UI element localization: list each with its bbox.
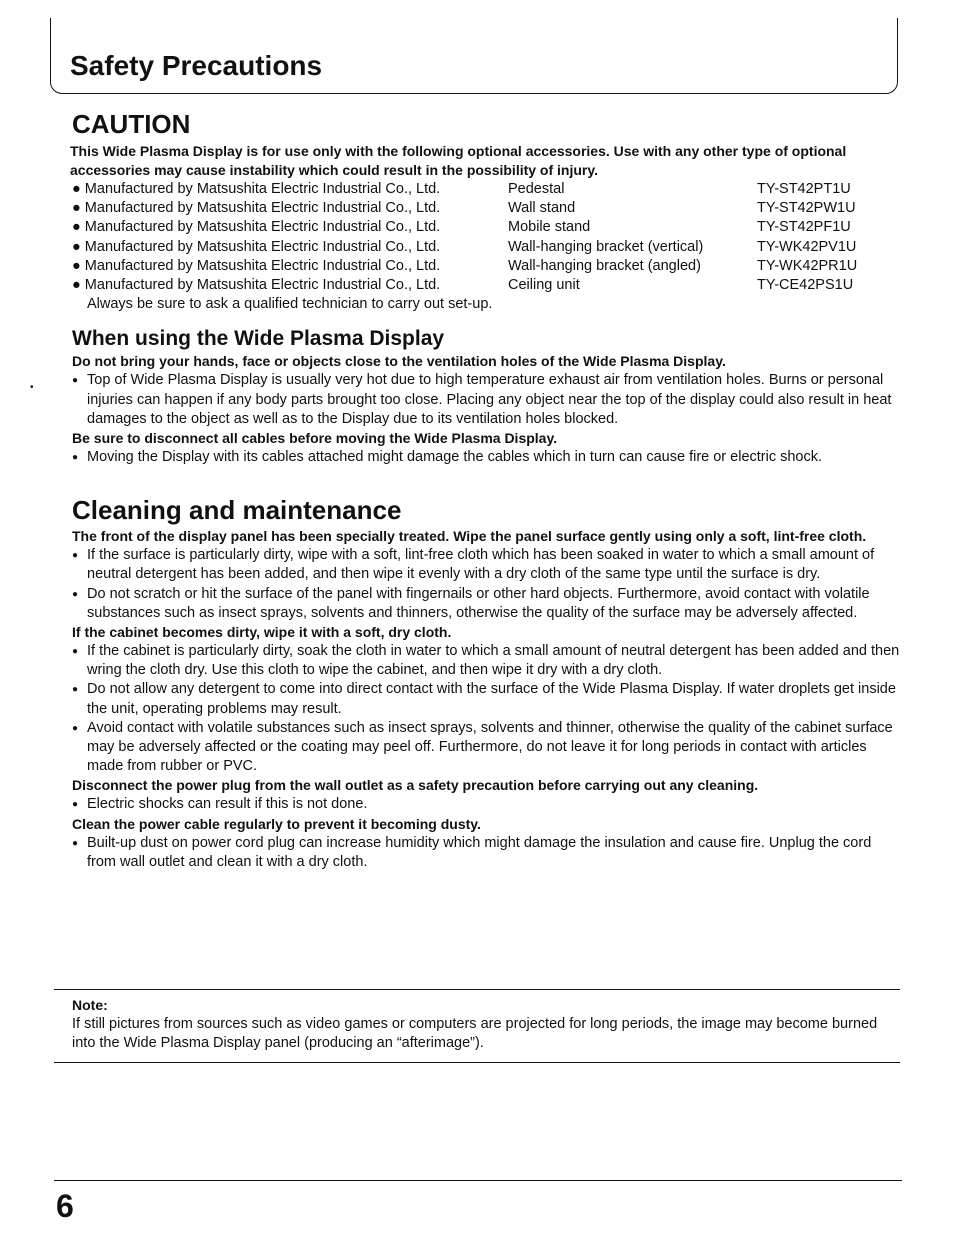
bullet-icon: ●: [72, 837, 79, 849]
note-text: If still pictures from sources such as video games or computers are projected for long periods, the image may become burned into the Wide Plasma Display panel (producing an “afterimage”).: [72, 1016, 878, 1052]
accessory-row: [72, 180, 857, 199]
accessory-row: [72, 218, 857, 237]
bullet-icon: ●: [72, 219, 81, 236]
bullet-icon: ●: [72, 588, 79, 600]
list-item: [72, 680, 902, 718]
bullet-icon: ●: [72, 684, 79, 696]
bullet-icon: ●: [72, 722, 79, 734]
note-box: [54, 989, 900, 1063]
accessory-row: [72, 276, 857, 295]
bullet-icon: ●: [72, 200, 81, 217]
note-title: Note:: [72, 997, 108, 1013]
margin-mark: •: [30, 382, 34, 393]
bullet-icon: ●: [72, 238, 81, 255]
setup-note: Always be sure to ask a qualified technician to carry out set-up.: [87, 296, 493, 313]
footer-rule: [54, 1180, 902, 1181]
using-warning-cables: Be sure to disconnect all cables before moving the Wide Plasma Display.: [72, 430, 558, 447]
list-item-text: If the surface is particularly dirty, wipe with a soft, lint-free cloth which has been soaked in water to which a small amount of neutral detergent has been added, and then wipe it evenly with a dry cloth of the same type until the surface is dry.: [87, 547, 875, 583]
bullet-icon: ●: [72, 277, 81, 294]
caution-intro: This Wide Plasma Display is for use only with the following optional accessories. Use with any other type of optional accessories may cause instability which could result in the possibility of injury.: [70, 143, 847, 178]
main-content: [72, 108, 902, 872]
list-item: [72, 546, 902, 584]
list-item: [72, 719, 902, 777]
list-item-text: Top of Wide Plasma Display is usually very hot due to high temperature exhaust air from ventilation holes. Burns or personal injuries can happen if any body parts brought too close. Placing any object near the top of the display could also result in heat damages to the object as well as to the Display due to its ventilation holes blocked.: [87, 372, 892, 427]
accessory-maker: Manufactured by Matsushita Electric Industrial Co., Ltd.: [84, 257, 441, 274]
list-item: [72, 585, 902, 623]
list-item-text: If the cabinet is particularly dirty, soak the cloth in water to which a small amount of neutral detergent has been added and then wring the cloth dry. Use this cloth to wipe the cabinet, and then wipe it dry with a dry cloth.: [87, 643, 900, 679]
accessory-item: Mobile stand: [508, 219, 591, 236]
panel-warning: The front of the display panel has been specially treated. Wipe the panel surface gently using only a soft, lint-free cloth.: [72, 528, 867, 545]
accessory-model: TY-WK42PV1U: [757, 238, 857, 255]
list-item: [72, 834, 902, 872]
accessory-table: [72, 180, 857, 295]
accessory-maker: Manufactured by Matsushita Electric Industrial Co., Ltd.: [84, 219, 441, 236]
bullet-icon: ●: [72, 550, 79, 562]
page-number: 6: [56, 1188, 74, 1224]
bullet-icon: ●: [72, 799, 79, 811]
list-item-text: Built-up dust on power cord plug can increase humidity which might damage the insulation and cause fire. Unplug the cord from wall outlet and clean it with a dry cloth.: [87, 834, 872, 870]
page-title: Safety Precautions: [70, 50, 323, 81]
accessory-maker: Manufactured by Matsushita Electric Industrial Co., Ltd.: [84, 277, 441, 294]
list-item: [72, 371, 902, 429]
accessory-item: Ceiling unit: [508, 277, 580, 294]
list-item-text: Do not scratch or hit the surface of the panel with fingernails or other hard objects. Furthermore, avoid contact with volatile substances such as insect sprays, solvents and thinners, otherwise the quality of the surface may be adversely affected.: [87, 585, 870, 621]
using-heading: When using the Wide Plasma Display: [72, 327, 445, 351]
accessory-model: TY-ST42PW1U: [757, 200, 856, 217]
accessory-item: Wall-hanging bracket (vertical): [508, 238, 704, 255]
accessory-model: TY-ST42PF1U: [757, 219, 851, 236]
list-item-text: Avoid contact with volatile substances such as insect sprays, solvents and thinner, otherwise the quality of the cabinet surface may be adversely affected or the coating may peel off. Furthermore, do not leave it for long periods in contact with articles made from rubber or PVC.: [87, 719, 893, 775]
accessory-item: Wall stand: [508, 200, 576, 217]
cabinet-warning: If the cabinet becomes dirty, wipe it with a soft, dry cloth.: [72, 624, 452, 641]
bullet-icon: ●: [72, 452, 79, 464]
bullet-icon: ●: [72, 257, 81, 274]
bullet-icon: ●: [72, 646, 79, 658]
bullet-icon: ●: [72, 181, 81, 197]
accessory-maker: Manufactured by Matsushita Electric Industrial Co., Ltd.: [84, 238, 441, 255]
accessory-maker: Manufactured by Matsushita Electric Industrial Co., Ltd.: [84, 181, 441, 197]
accessory-model: TY-ST42PT1U: [757, 181, 851, 197]
accessory-row: [72, 238, 857, 257]
accessory-model: TY-CE42PS1U: [757, 277, 854, 294]
accessory-item: Wall-hanging bracket (angled): [508, 257, 701, 274]
accessory-row: [72, 199, 857, 218]
accessory-item: Pedestal: [508, 181, 565, 197]
power-warning: Disconnect the power plug from the wall outlet as a safety precaution before carrying out any cleaning.: [72, 777, 759, 794]
cleaning-heading: Cleaning and maintenance: [72, 495, 402, 526]
list-item-text: Electric shocks can result if this is not done.: [87, 796, 368, 813]
caution-heading: CAUTION: [72, 109, 191, 139]
cable-warning: Clean the power cable regularly to prevent it becoming dusty.: [72, 815, 481, 832]
list-item: [72, 795, 902, 814]
list-item: [72, 448, 902, 467]
list-item-text: Do not allow any detergent to come into direct contact with the surface of the Wide Plasma Display. If water droplets get inside the unit, operating problems may result.: [87, 681, 896, 717]
accessory-model: TY-WK42PR1U: [757, 257, 858, 274]
list-item-text: Moving the Display with its cables attached might damage the cables which in turn can cause fire or electric shock.: [87, 449, 823, 466]
accessory-maker: Manufactured by Matsushita Electric Industrial Co., Ltd.: [84, 200, 441, 217]
accessory-row: [72, 257, 857, 276]
using-warning-ventilation: Do not bring your hands, face or objects close to the ventilation holes of the Wide Plasma Display.: [72, 353, 726, 370]
list-item: [72, 642, 902, 680]
bullet-icon: ●: [72, 375, 79, 387]
